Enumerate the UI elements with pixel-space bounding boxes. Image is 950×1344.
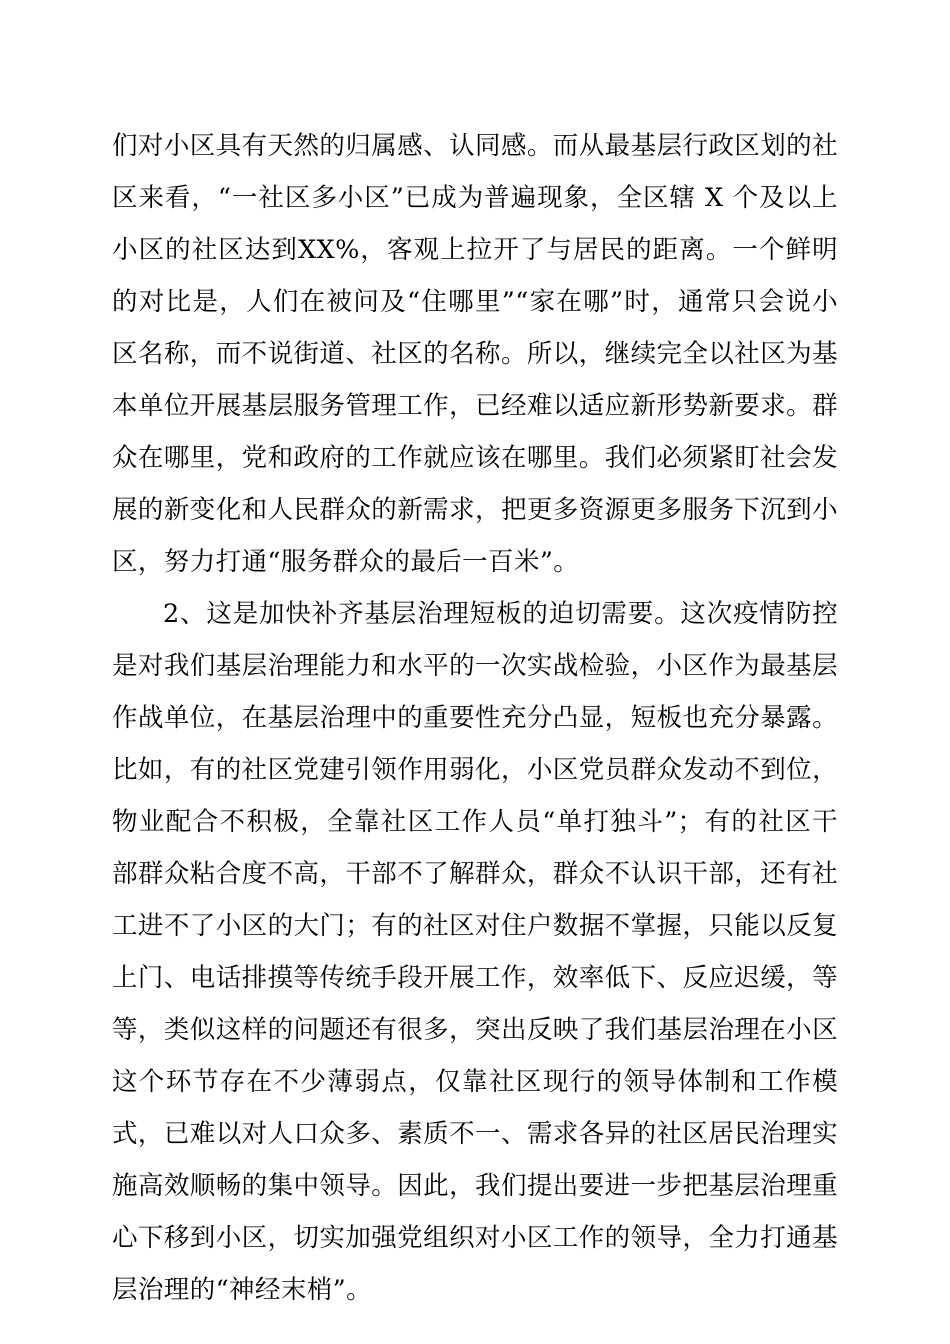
document-body — [112, 120, 838, 1316]
paragraph-point-2: 2、这是加快补齐基层治理短板的迫切需要。这次疫情防控是对我们基层治理能力和水平的一次实战检验，小区作为最基层作战单位，在基层治理中的重要性充分凸显，短板也充分暴露。比如，有的社区党建引领作用弱化，小区党员群众发动不到位，物业配合不积极，全靠社区工作人员“单打独斗”；有的社区干部群众粘合度不高，干部不了解群众，群众不认识干部，还有社工进不了小区的大门；有的社区对住户数据不掌握，只能以反复上门、电话排摸等传统手段开展工作，效率低下、反应迟缓，等等，类似这样的问题还有很多，突出反映了我们基层治理在小区这个环节存在不少薄弱点，仅靠社区现行的领导体制和工作模式，已难以对人口众多、素质不一、需求各异的社区居民治理实施高效顺畅的集中领导。因此，我们提出要进一步把基层治理重心下移到小区，切实加强党组织对小区工作的领导，全力打通基层治理的“神经末梢”。 — [112, 599, 838, 1305]
paragraph-continued: 们对小区具有天然的归属感、认同感。而从最基层行政区划的社区来看，“一社区多小区”已成为普遍现象，全区辖 X 个及以上小区的社区达到XX%，客观上拉开了与居民的距离。一个鲜明的对比是，人们在被问及“住哪里”“家在哪”时，通常只会说小区名称，而不说街道、社区的名称。所以，继续完全以社区为基本单位开展基层服务管理工作，已经难以适应新形势新要求。群众在哪里，党和政府的工作就应该在哪里。我们必须紧盯社会发展的新变化和人民群众的新需求，把更多资源更多服务下沉到小区，努力打通“服务群众的最后一百米”。 — [112, 131, 838, 577]
